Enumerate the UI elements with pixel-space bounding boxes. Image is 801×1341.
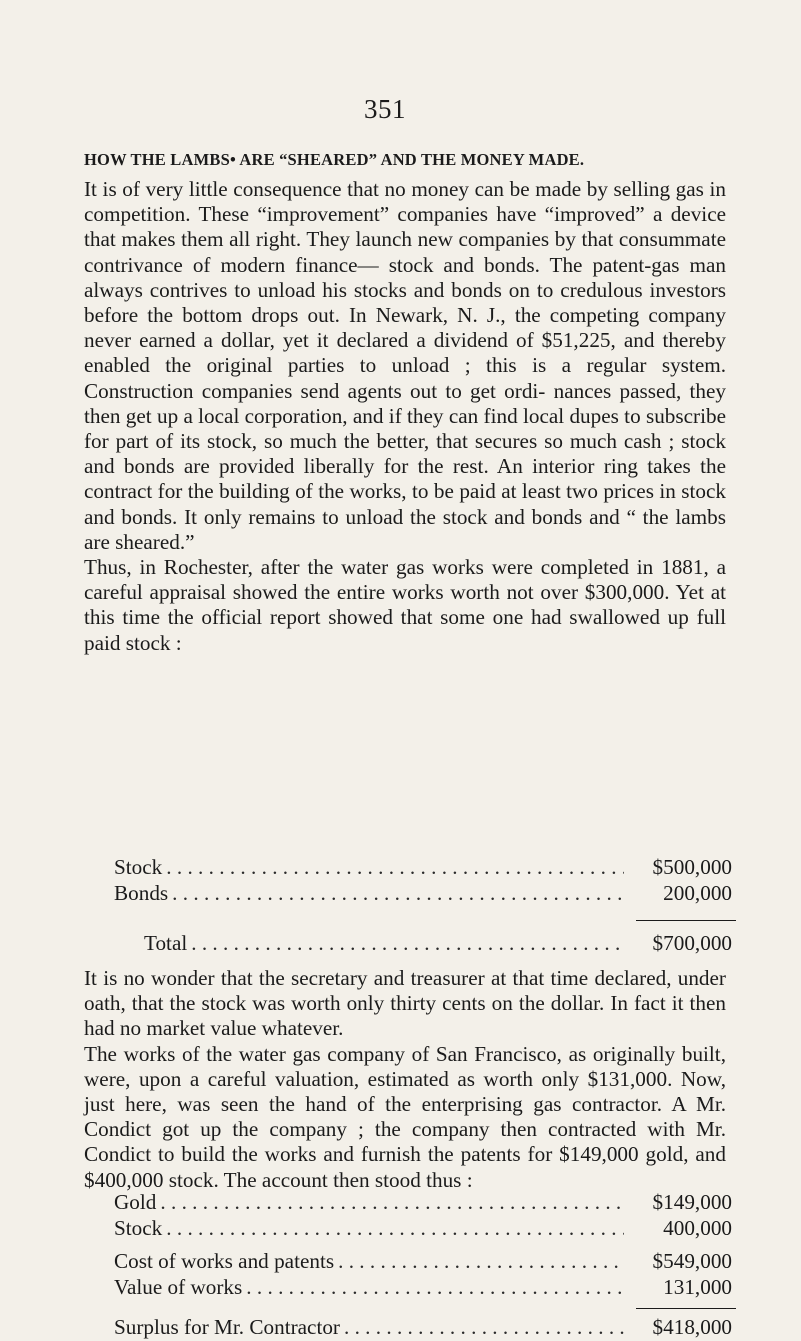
leader-dots	[172, 881, 624, 906]
ledger-row-stock	[114, 855, 732, 881]
paragraph-2: Thus, in Rochester, after the water gas works were completed in 1881, a careful appraisal showed the entire works worth not over $300,000. Yet at this time the official report showed that some one had swallowed up full paid stock :	[84, 555, 726, 655]
ledger-row-stock	[114, 1216, 732, 1242]
ledger-amount: 400,000	[663, 1215, 732, 1240]
page-number: 351	[364, 94, 406, 124]
leader-dots	[191, 931, 624, 956]
leader-dots	[246, 1275, 624, 1300]
ledger-row-surplus	[114, 1315, 732, 1341]
running-head: HOW THE LAMBS• ARE “SHEARED” AND THE MONEY MADE.	[84, 150, 585, 169]
ledger-amount: $149,000	[652, 1190, 732, 1214]
ledger-label: Gold	[114, 1190, 157, 1214]
ledger-label: Value of works	[114, 1274, 243, 1299]
paragraph-3: It is no wonder that the secretary and treasurer at that time declared, under oath, that the stock was worth only thirty cents on the dollar. In fact it then had no market value whatever.	[84, 966, 726, 1041]
ledger-amount: $549,000	[652, 1249, 732, 1273]
leader-dots	[160, 1190, 624, 1215]
ledger-label: Stock	[114, 1215, 163, 1240]
ledger-amount: 131,000	[663, 1274, 732, 1299]
ledger-label: Stock	[114, 855, 163, 879]
ledger-row-value	[114, 1275, 732, 1301]
ledger-row-gold	[114, 1190, 732, 1216]
ledger-label: Surplus for Mr. Contractor	[114, 1315, 340, 1339]
ledger-amount: 200,000	[663, 880, 732, 905]
rochester-ledger	[114, 855, 732, 957]
leader-dots	[166, 1216, 624, 1241]
leader-dots	[338, 1249, 624, 1274]
san-francisco-ledger	[114, 1190, 732, 1341]
ledger-row-cost	[114, 1249, 732, 1275]
ledger-label: Total	[144, 931, 188, 955]
ledger-row-total	[114, 931, 732, 957]
ledger-label: Cost of works and patents	[114, 1249, 335, 1273]
paragraph-4: The works of the water gas company of San Francisco, as originally built, were, upon a careful valuation, estimated as worth only $131,000. Now, just here, was seen the hand of the enterprising gas contractor. A Mr. Condict got up the company ; the company then contracted with Mr. Condict to build the works and furnish the patents for $149,000 gold, and $400,000 stock. The account then stood thus :	[84, 1041, 726, 1192]
ledger-row-bonds	[114, 881, 732, 907]
paragraph-1: It is of very little consequence that no money can be made by selling gas in competition. These “improvement” companies have “improved” a device that makes them all right. They launch new companies by that consummate contrivance of modern finance— stock and bonds. The patent-gas man always contrives to unload his stocks and bonds on to credulous investors before the bottom drops out. In Newark, N. J., the competing company never earned a dollar, yet it declared a dividend of $51,225, and thereby enabled the original parties to unload ; this is a regular system. Construction companies send agents out to get ordi- nances passed, they then get up a local corporation, and if they can find local dupes to subscribe for part of its stock, so much the better, that secures so much cash ; stock and bonds are provided liberally for the rest. An interior ring takes the contract for the building of the works, to be paid at least two prices in stock and bonds. It only remains to unload the stock and bonds and “ the lambs are sheared.”	[84, 177, 726, 554]
leader-dots	[344, 1315, 624, 1340]
body-text-lower	[84, 966, 726, 1193]
ledger-amount: $418,000	[652, 1315, 732, 1339]
ledger-label: Bonds	[114, 880, 169, 905]
ledger-amount: $700,000	[652, 931, 732, 955]
body-text-upper	[84, 177, 726, 656]
leader-dots	[166, 855, 624, 880]
ledger-amount: $500,000	[652, 855, 732, 879]
